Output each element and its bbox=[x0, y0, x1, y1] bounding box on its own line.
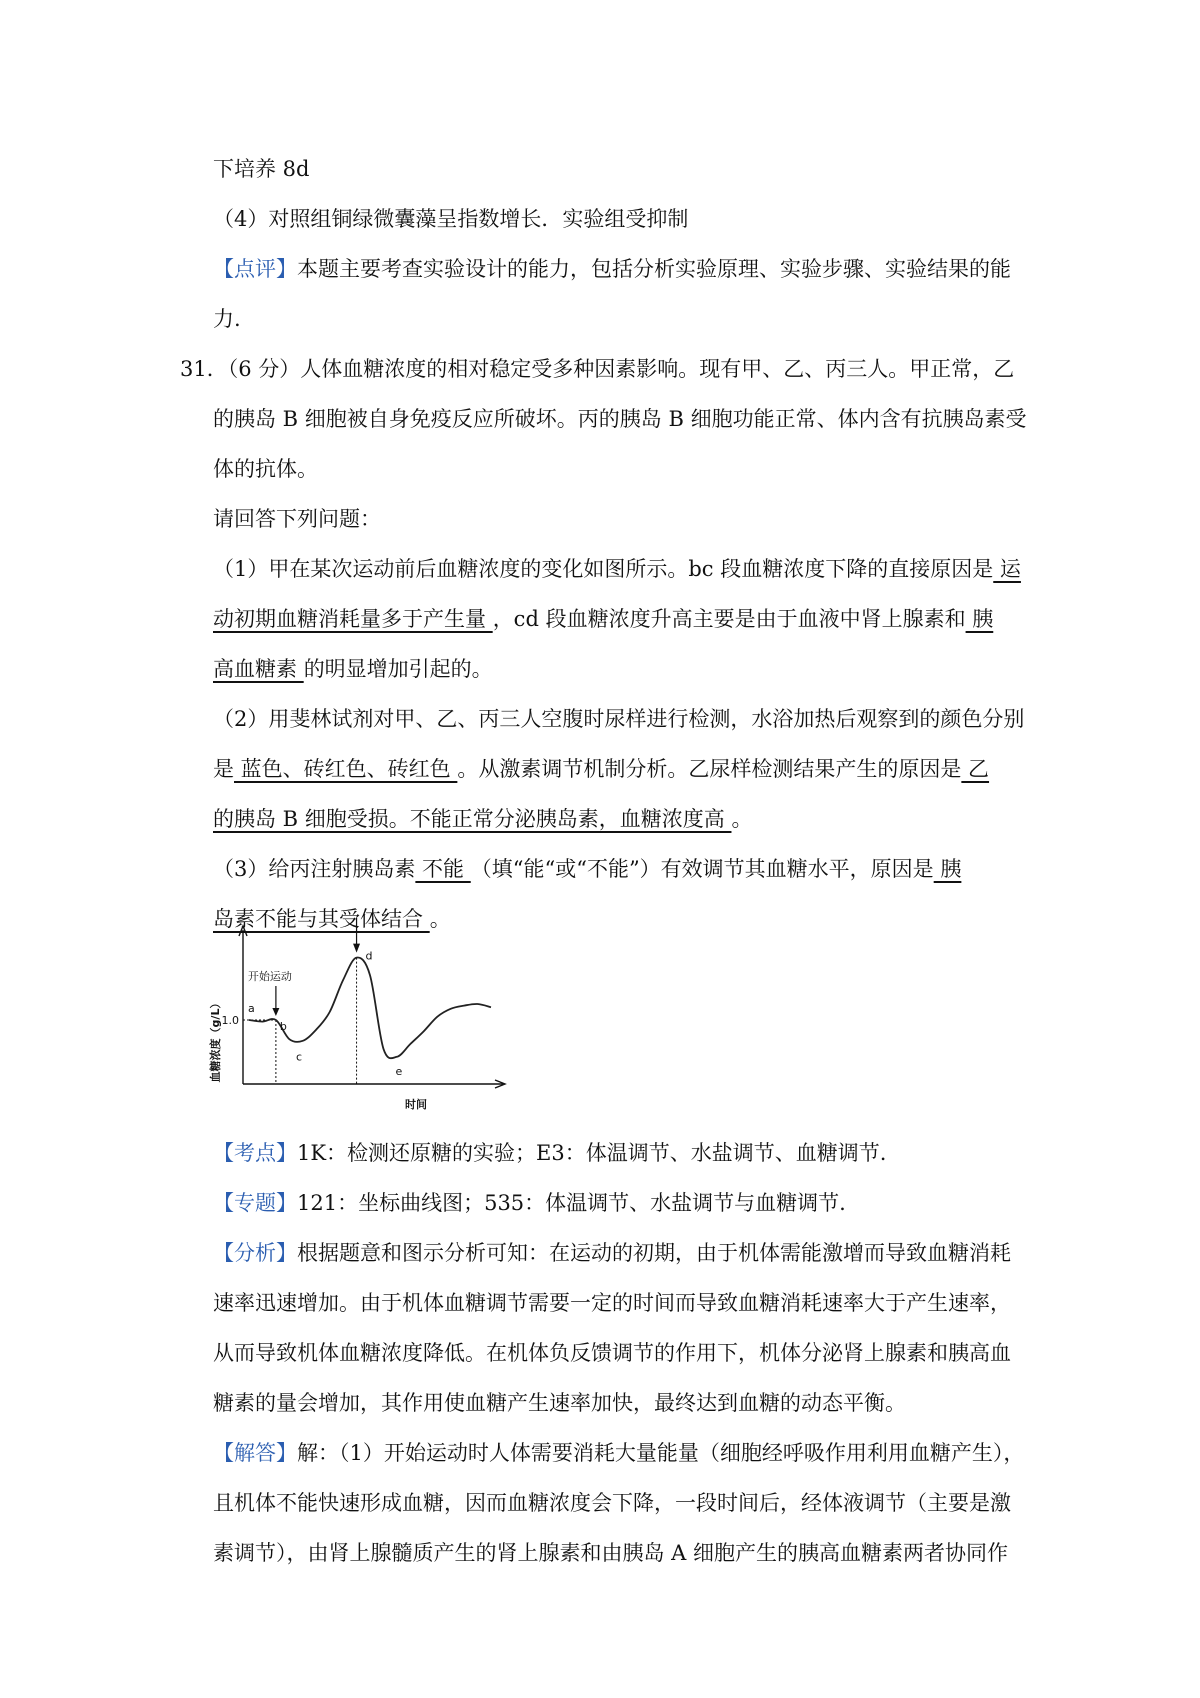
q31-part1-answer-1b: 动初期血糖消耗量多于产生量 bbox=[213, 607, 493, 631]
jieda-line-2: 且机体不能快速形成血糖，因而血糖浓度会下降，一段时间后，经体液调节（主要是激 bbox=[213, 1491, 1011, 1515]
blood-glucose-chart bbox=[205, 918, 555, 1128]
q31-part3-answer-1: 不能 bbox=[415, 857, 471, 881]
chart-labels bbox=[208, 918, 427, 1111]
point-label-a: a bbox=[248, 1002, 255, 1015]
prev-answer-line-1: 下培养 8d bbox=[213, 157, 310, 181]
fenxi-tag: 【分析】 bbox=[213, 1241, 297, 1265]
point-label-b: b bbox=[279, 1020, 287, 1033]
y-axis-label: 血糖浓度（g/L） bbox=[209, 997, 222, 1083]
q31-stem-2: 的胰岛 B 细胞被自身免疫反应所破坏。丙的胰岛 B 细胞功能正常、体内含有抗胰岛素受 bbox=[213, 407, 1027, 431]
jieda-text-1: 解：（1）开始运动时人体需要消耗大量能量（细胞经呼吸作用利用血糖产生）， bbox=[297, 1441, 1025, 1465]
zhuanti-tag: 【专题】 bbox=[213, 1191, 297, 1215]
kaodian-tag: 【考点】 bbox=[213, 1141, 297, 1165]
q31-part3-line-1 bbox=[213, 854, 1027, 884]
q31-part3-answer-2b: 岛素不能与其受体结合 bbox=[213, 907, 430, 931]
point-label-d: d bbox=[365, 949, 373, 963]
fenxi-line-1 bbox=[213, 1238, 1027, 1268]
q31-part3-text-c: 。 bbox=[429, 907, 451, 931]
point-label-e: e bbox=[395, 1064, 403, 1078]
jieda-tag: 【解答】 bbox=[213, 1441, 297, 1465]
q31-part2-answer-2b: 的胰岛 B 细胞受损。不能正常分泌胰岛素，血糖浓度高 bbox=[213, 807, 732, 831]
fenxi-line-2: 速率迅速增加。由于机体血糖调节需要一定的时间而导致血糖消耗速率大于产生速率， bbox=[213, 1291, 1011, 1315]
zhuanti-line bbox=[213, 1188, 846, 1218]
q31-part1-text-a: （1）甲在某次运动前后血糖浓度的变化如图所示。bc 段血糖浓度下降的直接原因是 bbox=[213, 557, 994, 581]
comment-text-1: 本题主要考查实验设计的能力，包括分析实验原理、实验步骤、实验结果的能 bbox=[297, 257, 1011, 281]
kaodian-text: 1K：检测还原糖的实验；E3：体温调节、水盐调节、血糖调节. bbox=[297, 1141, 887, 1165]
q31-part3-answer-2a: 胰 bbox=[933, 857, 962, 881]
q31-part2-answer-2a: 乙 bbox=[961, 757, 990, 781]
q31-part1-answer-2b: 高血糖素 bbox=[213, 657, 304, 681]
q31-part2-line-3 bbox=[213, 804, 752, 834]
q31-part3-text-a: （3）给丙注射胰岛素 bbox=[213, 857, 416, 881]
q31-part3-text-b: （填“能“或“不能”）有效调节其血糖水平，原因是 bbox=[470, 857, 934, 881]
q31-part1-text-b: ，cd 段血糖浓度升高主要是由于血液中肾上腺素和 bbox=[492, 607, 966, 631]
q31-stem-3: 体的抗体。 bbox=[213, 457, 318, 481]
end-exercise-arrow-head bbox=[353, 944, 360, 953]
q31-stem-1: 31．（6 分）人体血糖浓度的相对稳定受多种因素影响。现有甲、乙、丙三人。甲正常，乙 bbox=[180, 357, 1015, 381]
y-tick-label: 1.0 bbox=[221, 1014, 239, 1027]
q31-part1-answer-1a: 运 bbox=[993, 557, 1021, 581]
q31-part2-line-1: （2）用斐林试剂对甲、乙、丙三人空腹时尿样进行检测，水浴加热后观察到的颜色分别 bbox=[213, 707, 1025, 731]
comment-line-2: 力. bbox=[213, 307, 241, 331]
q31-part1-answer-2a: 胰 bbox=[965, 607, 994, 631]
fenxi-line-3: 从而导致机体血糖浓度降低。在机体负反馈调节的作用下，机体分泌肾上腺素和胰高血 bbox=[213, 1341, 1011, 1365]
fenxi-line-4: 糖素的量会增加，其作用使血糖产生速率加快，最终达到血糖的动态平衡。 bbox=[213, 1391, 906, 1415]
prev-answer-line-2: （4）对照组铜绿微囊藻呈指数增长．实验组受抑制 bbox=[213, 207, 689, 231]
jieda-line-3: 素调节），由肾上腺髓质产生的肾上腺素和由胰岛 A 细胞产生的胰高血糖素两者协同作 bbox=[213, 1541, 1009, 1565]
q31-part2-line-2 bbox=[213, 754, 1027, 784]
q31-part2-answer-1: 蓝色、砖红色、砖红色 bbox=[234, 757, 458, 781]
q31-part1-line-2 bbox=[213, 604, 1027, 634]
comment-tag: 【点评】 bbox=[213, 257, 297, 281]
point-label-c: c bbox=[296, 1050, 303, 1064]
zhuanti-text: 121：坐标曲线图；535：体温调节、水盐调节与血糖调节. bbox=[297, 1191, 846, 1215]
q31-part1-text-c: 的明显增加引起的。 bbox=[303, 657, 493, 681]
comment-line-1 bbox=[213, 254, 1027, 284]
start-exercise-arrow-head bbox=[272, 1008, 279, 1016]
annotation-start-exercise: 开始运动 bbox=[247, 970, 292, 983]
kaodian-line bbox=[213, 1138, 886, 1168]
q31-part2-text-b: 是 bbox=[213, 757, 234, 781]
q31-part2-text-d: 。 bbox=[731, 807, 753, 831]
jieda-line-1 bbox=[213, 1438, 1027, 1468]
x-axis-label: 时间 bbox=[404, 1098, 427, 1111]
q31-part1-line-3 bbox=[213, 654, 493, 684]
q31-prompt: 请回答下列问题： bbox=[213, 507, 381, 531]
q31-part2-text-c: 。从激素调节机制分析。乙尿样检测结果产生的原因是 bbox=[457, 757, 962, 781]
q31-part1-line-1 bbox=[213, 554, 1027, 584]
fenxi-text-1: 根据题意和图示分析可知：在运动的初期，由于机体需能激增而导致血糖消耗 bbox=[297, 1241, 1011, 1265]
